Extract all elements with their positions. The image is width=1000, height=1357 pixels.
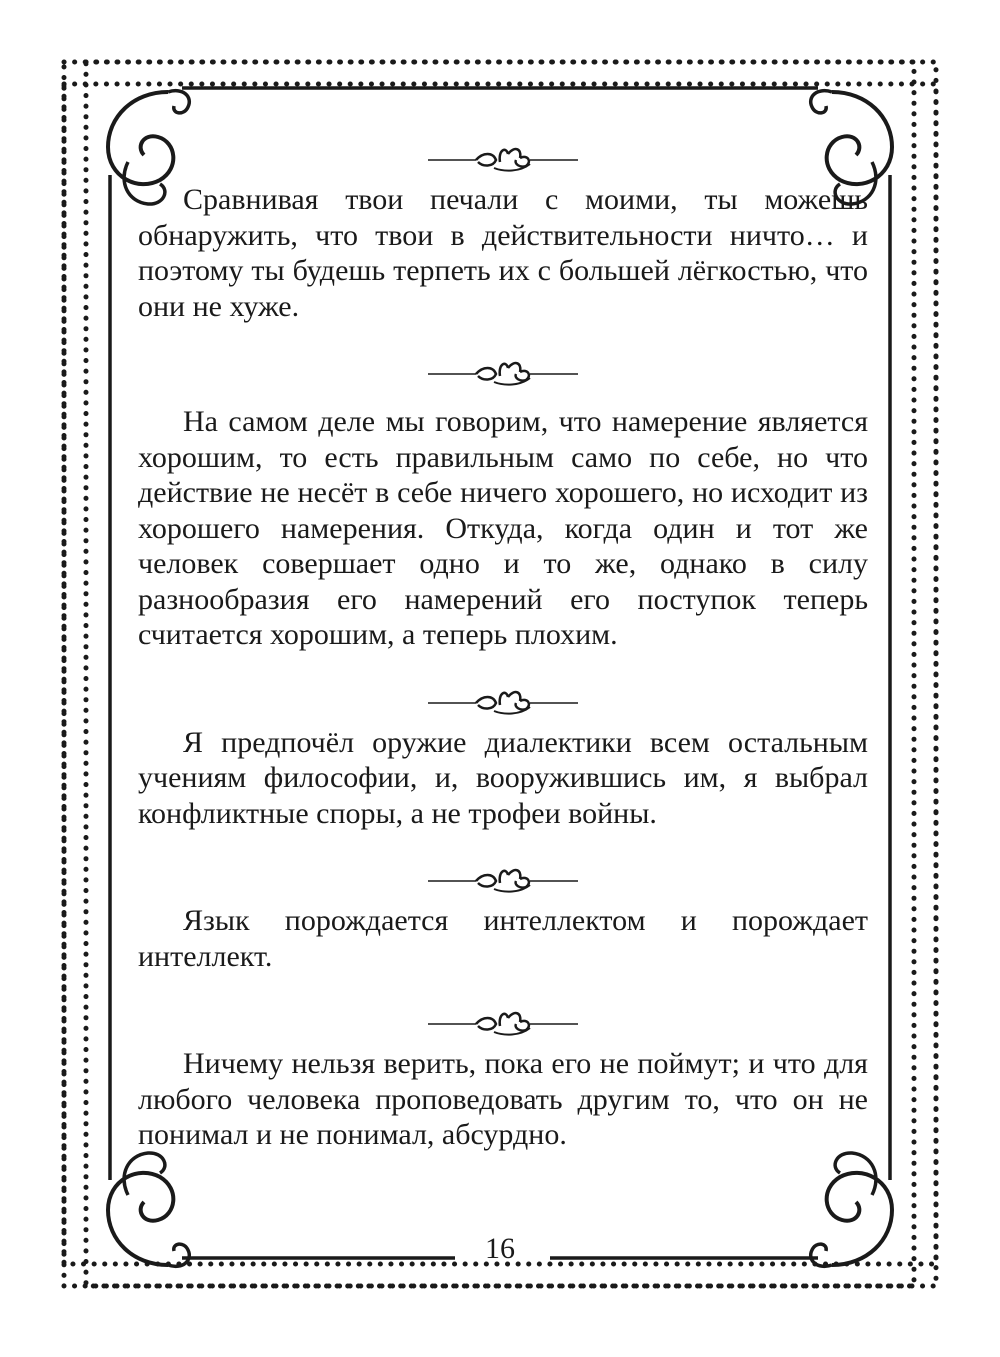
- page-number: 16: [485, 1232, 515, 1265]
- ornament-divider-icon: [428, 861, 578, 897]
- ornament-divider-icon: [428, 1004, 578, 1040]
- page-content: [138, 140, 868, 1153]
- passage-4: Язык порождается интеллектом и порождает интеллект.: [138, 904, 868, 973]
- ornament-divider-icon: [428, 354, 578, 390]
- passage-3: Я предпочёл оружие диалектики всем остальным учениям философии, и, вооружившись им, я выбрал конфликтные споры, а не трофеи войны.: [138, 725, 868, 830]
- passage-5: Ничему нельзя верить, пока его не поймут; и что для любого человека проповедовать другим то, что он не понимал и не понимал, абсурдно.: [138, 1047, 868, 1151]
- passage-2: На самом деле мы говорим, что намерение является хорошим, то есть правильным само по себе, но что действие не несёт в себе ничего хорошего, но исходит из хорошего намерения. Откуда, когда один и тот же человек совершает одно и то же, однако в силу разнообразия его намерений его поступок теперь считается хорошим, а теперь плохим.: [138, 405, 868, 651]
- ornament-divider-icon: [428, 140, 578, 176]
- passage-1: Сравнивая твои печали с моими, ты можешь обнаружить, что твои в действительности ничто… и поэтому ты будешь терпеть их с большей лёгкостью, что они не хуже.: [138, 183, 868, 323]
- ornament-divider-icon: [428, 683, 578, 719]
